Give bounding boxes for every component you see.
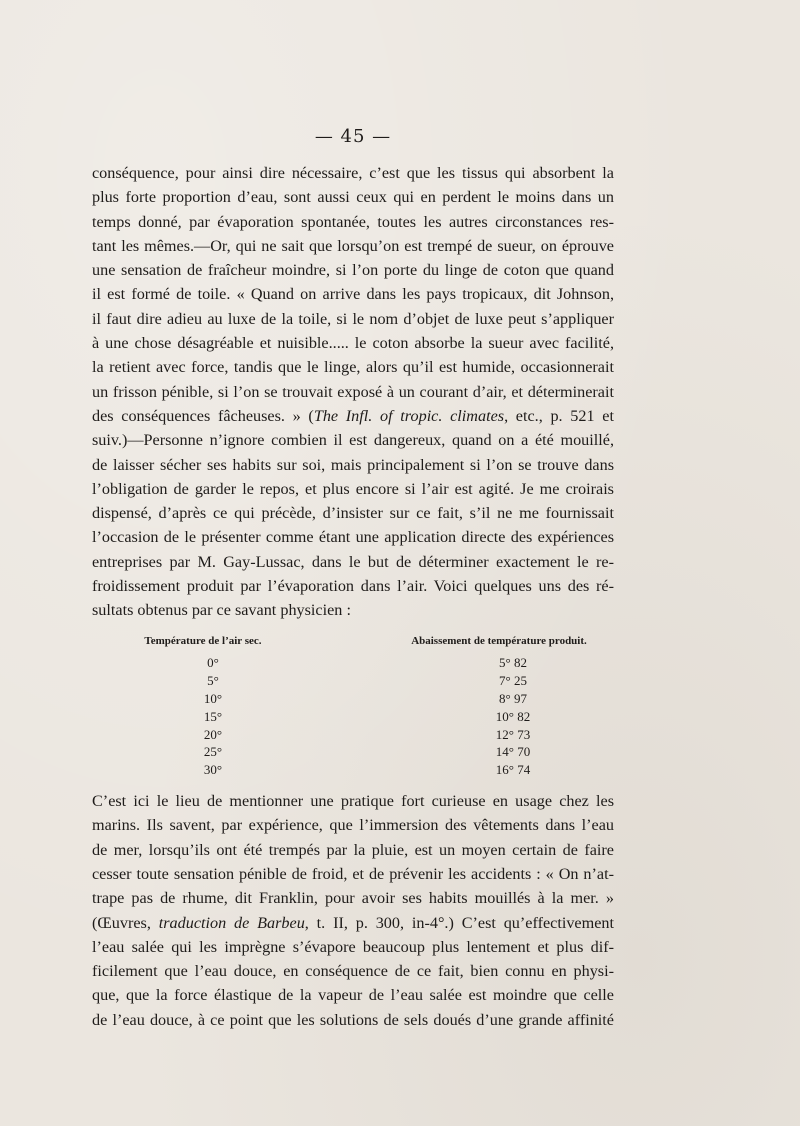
text-line: l’occasion de le présenter comme étant une application directe des expériences <box>92 528 614 547</box>
text-line: trape pas de rhume, dit Franklin, pour avoir ses habits mouillés à la mer. » <box>92 889 614 908</box>
paragraph-1 <box>92 161 614 623</box>
cell-drop: 8° 97 <box>499 691 527 707</box>
citation-prefix: (Œuvres, <box>92 913 159 932</box>
text-line: l’obligation de garder le repos, et plus encore si l’air est agité. Je me croirais <box>92 479 614 498</box>
column-header-drop: Abaissement de température produit. <box>411 634 587 647</box>
text-line: l’eau salée qui les imprègne s’évapore beaucoup plus lentement et plus dif- <box>92 937 614 956</box>
citation-title: The Infl. of tropic. climates <box>313 406 505 425</box>
page-number: — 45 — <box>314 126 392 147</box>
text-line: tant les mêmes.—Or, qui ne sait que lorsqu’on est trempé de sueur, on éprouve <box>92 236 614 255</box>
table-row <box>92 672 614 690</box>
table-row <box>92 690 614 708</box>
text-line: plus forte proportion d’eau, sont aussi ceux qui en perdent le moins dans un <box>92 188 614 207</box>
book-page <box>92 126 614 1032</box>
text-line: il faut dire adieu au luxe de la toile, si le nom d’objet de luxe peut s’appliquer <box>92 309 614 328</box>
table-row <box>92 726 614 744</box>
text-line: marins. Ils savent, par expérience, que l’immersion des vêtements dans l’eau <box>92 816 614 835</box>
table-header-row <box>92 633 614 655</box>
citation-suffix: , t. II, p. 300, in-4°.) C’est qu’effectivement <box>304 913 614 932</box>
text-line: sultats obtenus par ce savant physicien : <box>92 601 351 620</box>
text-line: de l’eau douce, à ce point que les solutions de sels doués d’une grande affinité <box>92 1010 614 1029</box>
cell-temperature: 10° <box>203 691 223 707</box>
paragraph-2 <box>92 789 614 1032</box>
text-line: cesser toute sensation pénible de froid, et de prévenir les accidents : « On n’at- <box>92 864 614 883</box>
text-line: un frisson pénible, si l’on se trouvait exposé à un courant d’air, et déterminerait <box>92 382 614 401</box>
text-line: la retient avec force, tandis que le linge, alors qu’il est humide, occasionnerait <box>92 358 614 377</box>
citation-prefix: des conséquences fâcheuses. » ( <box>92 406 314 425</box>
text-line: que, que la force élastique de la vapeur de l’eau salée est moindre que celle <box>92 986 614 1005</box>
cell-drop: 16° 74 <box>495 762 531 778</box>
citation-suffix: , etc., p. 521 et <box>504 406 614 425</box>
table-row <box>92 654 614 672</box>
cell-drop: 12° 73 <box>495 726 531 742</box>
table-row <box>92 743 614 761</box>
table-row <box>92 708 614 726</box>
text-line: il est formé de toile. « Quand on arrive dans les pays tropicaux, dit Johnson, <box>92 285 614 304</box>
text-line: dispensé, d’après ce qui précède, d’insister sur ce fait, s’il ne me fournissait <box>92 504 614 523</box>
cell-drop: 7° 25 <box>499 673 527 689</box>
text-line: de mer, lorsqu’ils ont été trempés par la pluie, est un moyen certain de faire <box>92 840 614 859</box>
citation-title: traduction de Barbeu <box>158 913 305 932</box>
text-line: à une chose désagréable et nuisible..... le coton absorbe la sueur avec facilité, <box>92 334 614 353</box>
text-line: suiv.)—Personne n’ignore combien il est dangereux, quand on a été mouillé, <box>92 431 614 450</box>
cell-drop: 10° 82 <box>495 708 531 724</box>
text-line: entreprises par M. Gay-Lussac, dans le but de déterminer exactement le re- <box>92 552 614 571</box>
text-line: froidissement produit par l’évaporation dans l’air. Voici quelques uns des ré- <box>92 577 614 596</box>
text-line: une sensation de fraîcheur moindre, si l’on porte du linge de coton que quand <box>92 261 614 280</box>
text-line: de laisser sécher ses habits sur soi, mais principalement si l’on se trouve dans <box>92 455 614 474</box>
cell-temperature: 30° <box>203 762 223 778</box>
cell-temperature: 25° <box>203 744 223 760</box>
text-line-with-citation <box>92 404 614 428</box>
table-row <box>92 761 614 779</box>
text-line-with-citation <box>92 911 614 935</box>
cell-temperature: 5° <box>207 673 219 689</box>
cell-temperature: 0° <box>207 655 219 671</box>
text-line: conséquence, pour ainsi dire nécessaire, c’est que les tissus qui absorbent la <box>92 164 614 182</box>
cell-temperature: 15° <box>203 708 223 724</box>
column-header-temperature: Température de l’air sec. <box>144 634 262 647</box>
cell-temperature: 20° <box>203 726 223 742</box>
text-line: C’est ici le lieu de mentionner une pratique fort curieuse en usage chez les <box>92 792 614 811</box>
text-line: ficilement que l’eau douce, en conséquence de ce fait, bien connu en physi- <box>92 962 614 981</box>
text-line: temps donné, par évaporation spontanée, toutes les autres circonstances res- <box>92 212 614 231</box>
cell-drop: 5° 82 <box>499 655 527 671</box>
evaporation-table <box>92 633 614 779</box>
cell-drop: 14° 70 <box>495 744 531 760</box>
